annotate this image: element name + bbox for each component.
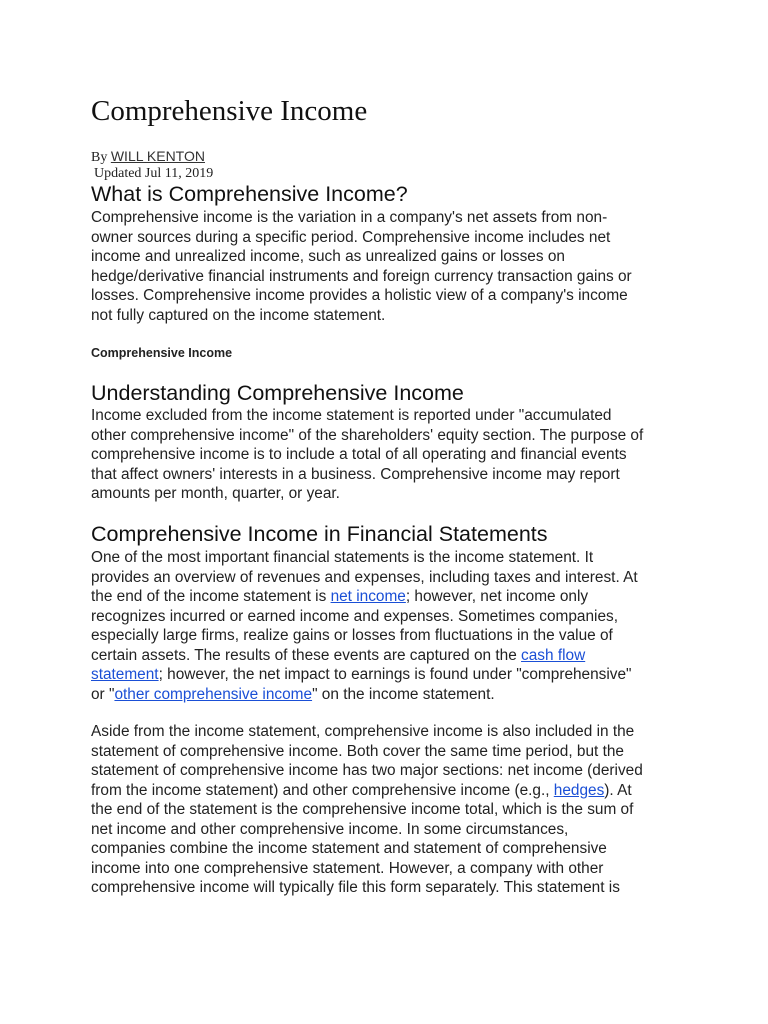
paragraph-line <box>91 665 691 685</box>
cash-flow-statement-link-continued[interactable]: statement <box>91 666 159 683</box>
line-text: certain assets. The results of these events are captured on the <box>91 646 522 664</box>
other-comprehensive-income-link[interactable]: other comprehensive income <box>114 685 313 703</box>
section-financial-statements-paragraph-2 <box>91 722 691 898</box>
section-heading-understanding: Understanding Comprehensive Income <box>91 381 464 405</box>
section-understanding-paragraph <box>91 406 691 504</box>
paragraph-line: losses. Comprehensive income provides a holistic view of a company's income <box>91 287 628 304</box>
paragraph-line <box>91 781 691 801</box>
byline <box>91 148 205 166</box>
paragraph-line: income and unrealized income, such as unrealized gains or losses on <box>91 248 565 265</box>
paragraph-line: recognizes incurred or earned income and expenses. Sometimes companies, <box>91 607 618 625</box>
cash-flow-statement-link[interactable]: cash flow <box>521 646 586 664</box>
paragraph-line: amounts per month, quarter, or year. <box>91 485 340 502</box>
paragraph-line: net income and other comprehensive income. In some circumstances, <box>91 820 569 838</box>
author-link[interactable]: WILL KENTON <box>110 148 205 164</box>
paragraph-line: Comprehensive income is the variation in a company's net assets from non- <box>91 209 608 226</box>
paragraph-line: that affect owners' interests in a business. Comprehensive income may report <box>91 465 620 483</box>
paragraph-line: Income excluded from the income statement is reported under "accumulated <box>91 407 612 424</box>
paragraph-line: the end of the statement is the comprehensive income total, which is the sum of <box>91 801 634 818</box>
figure-caption: Comprehensive Income <box>91 346 233 360</box>
paragraph-line <box>91 646 691 666</box>
paragraph-line: comprehensive income will typically file this form separately. This statement is <box>91 879 620 896</box>
line-text: " on the income statement. <box>312 685 495 703</box>
paragraph-line: comprehensive income is to include a total of all operating and financial events <box>91 446 627 463</box>
line-text: from the income statement) and other comprehensive income (e.g., <box>91 781 554 799</box>
paragraph-line: owner sources during a specific period. Comprehensive income includes net <box>91 228 611 246</box>
updated-date: Updated Jul 11, 2019 <box>94 166 214 181</box>
paragraph-line: statement of comprehensive income has two major sections: net income (derived <box>91 762 643 779</box>
section-heading-what-is: What is Comprehensive Income? <box>91 182 408 206</box>
section-financial-statements-paragraph-1 <box>91 548 691 704</box>
paragraph-line: provides an overview of revenues and expenses, including taxes and interest. At <box>91 568 638 586</box>
paragraph-line: especially large firms, realize gains or losses from fluctuations in the value of <box>91 627 613 644</box>
paragraph-line <box>91 587 691 607</box>
paragraph-line <box>91 685 691 705</box>
article-title: Comprehensive Income <box>91 95 368 127</box>
paragraph-line: other comprehensive income" of the shareholders' equity section. The purpose of <box>91 426 644 444</box>
paragraph-line: statement of comprehensive income. Both cover the same time period, but the <box>91 742 624 760</box>
line-text: ). At <box>604 781 632 799</box>
section-heading-financial-statements: Comprehensive Income in Financial Statements <box>91 522 548 546</box>
line-text: or " <box>91 685 115 703</box>
paragraph-line: One of the most important financial statements is the income statement. It <box>91 549 594 566</box>
by-label: By <box>91 150 108 165</box>
line-text: ; however, the net impact to earnings is found under "comprehensive" <box>158 666 632 683</box>
paragraph-line: hedge/derivative financial instruments and foreign currency transaction gains or <box>91 267 632 285</box>
line-text: ; however, net income only <box>405 588 589 605</box>
section-what-is-paragraph <box>91 208 691 325</box>
hedges-link[interactable]: hedges <box>553 781 605 799</box>
paragraph-line: income into one comprehensive statement. However, a company with other <box>91 859 604 877</box>
paragraph-line: not fully captured on the income statement. <box>91 306 386 324</box>
paragraph-line: Aside from the income statement, comprehensive income is also included in the <box>91 723 635 740</box>
net-income-link[interactable]: net income <box>330 588 406 605</box>
line-text: the end of the income statement is <box>91 588 331 605</box>
paragraph-line: companies combine the income statement and statement of comprehensive <box>91 840 607 857</box>
